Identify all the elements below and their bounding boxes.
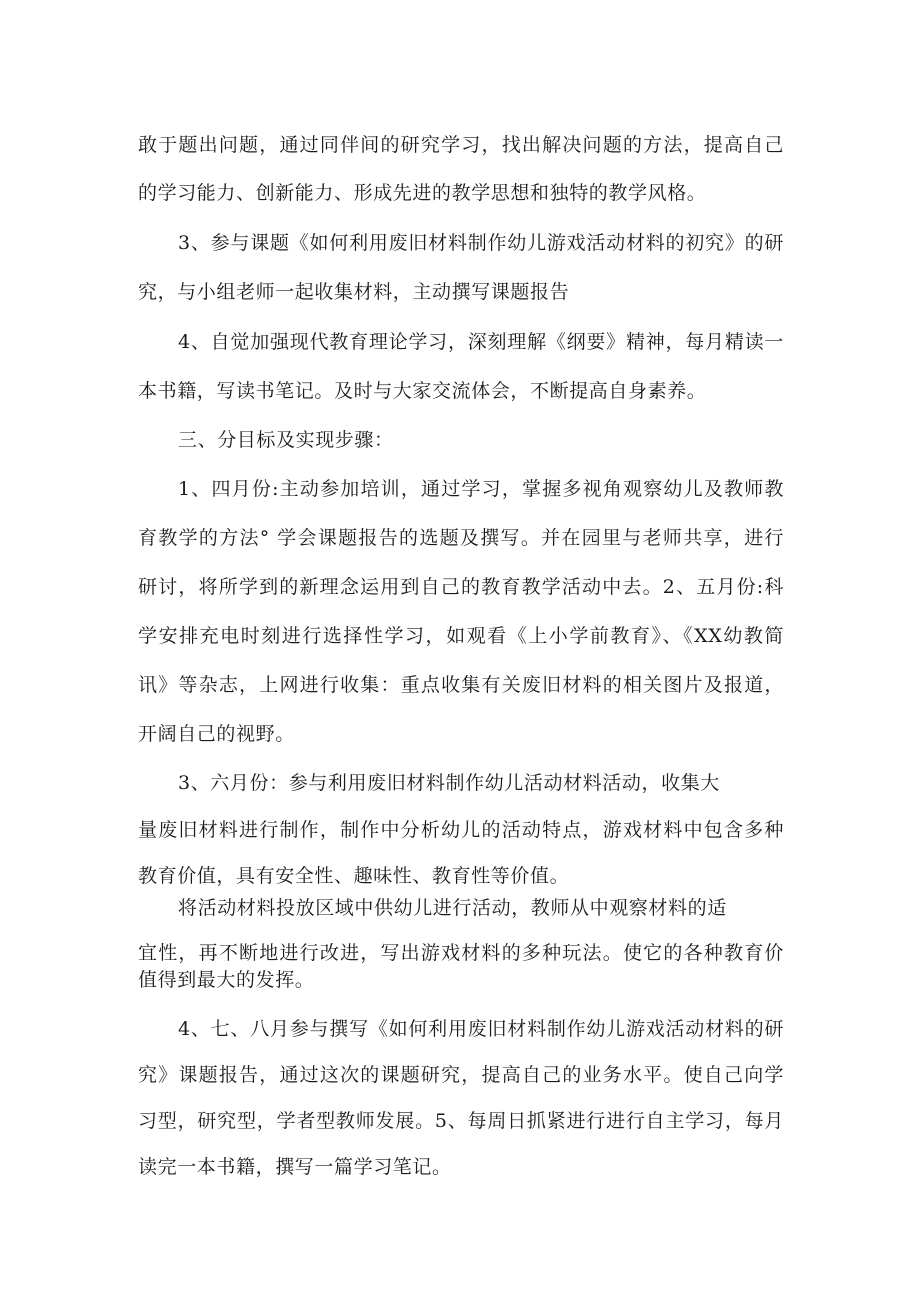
text-line: 宜性，再不断地进行改进，写出游戏材料的多种玩法。使它的各种教育价 [138,942,784,964]
text-line: 4、自觉加强现代教育理论学习，深刻理解《纲要》精神，每月精读一 [178,331,784,353]
text-line: 敢于题出问题，通过同伴间的研究学习，找出解决问题的方法，提高自己 [138,134,784,156]
text-line: 研讨，将所学到的新理念运用到自己的教育教学活动中去。2、五月份:科 [138,576,784,598]
text-line: 3、六月份：参与利用废旧材料制作幼儿活动材料活动，收集大 [178,772,720,794]
text-line: 开阔自己的视野。 [138,723,295,745]
text-line: 习型，研究型，学者型教师发展。5、每周日抓紧进行进行自主学习，每月 [138,1110,784,1132]
text-line: 量废旧材料进行制作，制作中分析幼儿的活动特点，游戏材料中包含多种 [138,819,784,841]
text-line: 将活动材料投放区域中供幼儿进行活动，教师从中观察材料的适 [178,897,727,919]
text-line: 学安排充电时刻进行选择性学习，如观看《上小学前教育》、《XX幼教简 [138,625,784,647]
text-line: 1、四月份:主动参加培训，通过学习，掌握多视角观察幼儿及教师教 [178,478,784,500]
section-heading: 三、分目标及实现步骤： [178,429,394,451]
text-line: 讯》等杂志，上网进行收集：重点收集有关废旧材料的相关图片及报道， [138,674,784,696]
text-line: 读完一本书籍，撰写一篇学习笔记。 [138,1156,452,1178]
text-line: 教育价值，具有安全性、趣味性、教育性等价值。 [138,865,570,887]
text-line: 本书籍，写读书笔记。及时与大家交流体会，不断提高自身素养。 [138,380,707,402]
text-line: 育教学的方法° 学会课题报告的选题及撰写。并在园里与老师共享，进行 [138,527,784,549]
text-line: 的学习能力、创新能力、形成先进的教学思想和独特的教学风格。 [138,182,707,204]
text-line: 4、七、八月参与撰写《如何利用废旧材料制作幼儿游戏活动材料的研 [178,1018,784,1040]
text-line: 3、参与课题《如何利用废旧材料制作幼儿游戏活动材料的初究》的研 [178,232,784,254]
text-line: 究，与小组老师一起收集材料，主动撰写课题报告 [138,281,570,303]
text-line: 究》课题报告，通过这次的课题研究，提高自己的业务水平。使自己向学 [138,1064,784,1086]
text-line: 值得到最大的发挥。 [138,969,315,991]
